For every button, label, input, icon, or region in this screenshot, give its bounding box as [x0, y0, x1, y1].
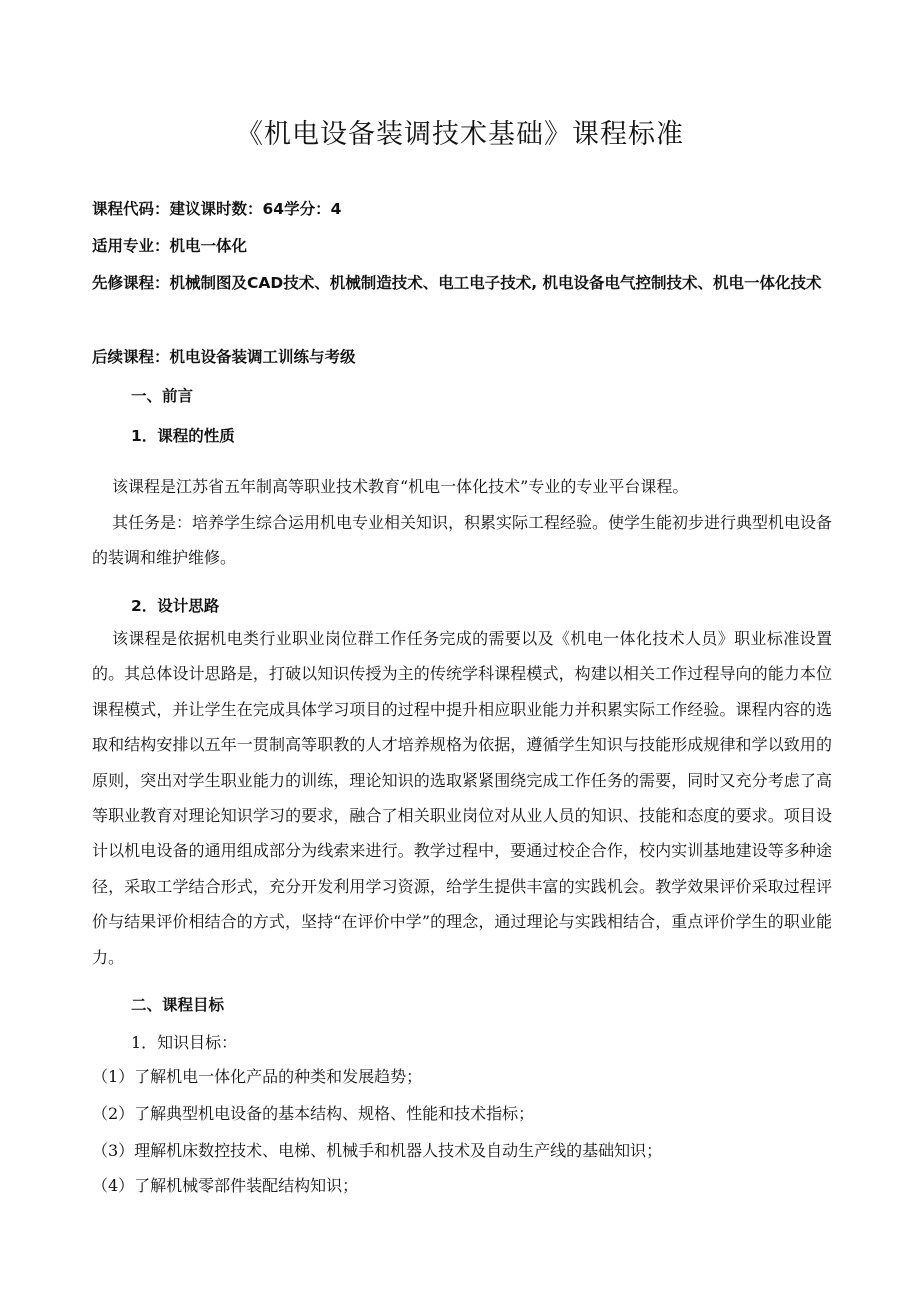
- list-item: （2）了解典型机电设备的基本结构、规格、性能和技术指标；: [92, 1104, 535, 1123]
- document-title: 《机电设备装调技术基础》课程标准: [236, 119, 684, 150]
- applicable-major-line: 适用专业：机电一体化: [92, 237, 248, 255]
- paragraph-course-nature: 该课程是江苏省五年制高等职业技术教育“机电一体化技术”专业的专业平台课程。: [112, 477, 689, 496]
- list-item: （1）了解机电一体化产品的种类和发展趋势；: [92, 1067, 423, 1086]
- section-heading-preface: 一、前言: [131, 387, 194, 405]
- paragraph-design-idea: 该课程是依据机电类行业职业岗位群工作任务完成的需要以及《机电一体化技术人员》职业标准设置的。其总体设计思路是，打破以知识传授为主的传统学科课程模式，构建以相关工作过程导向的能力本位课程模式，并让学生在完成具体学习项目的过程中提升相应职业能力并积累实际工作经验。课程内容的选取和结构安排以五年一贯制高等职教的人才培养规格为依据，遵循学生知识与技能形成规律和学以致用的原则，突出对学生职业能力的训练，理论知识的选取紧紧围绕完成工作任务的需要，同时又充分考虑了高等职业教育对理论知识学习的要求，融合了相关职业岗位对从业人员的知识、技能和态度的要求。项目设计以机电设备的通用组成部分为线索来进行。教学过程中，要通过校企合作，校内实训基地建设等多种途径，采取工学结合形式，充分开发利用学习资源，给学生提供丰富的实践机会。教学效果评价采取过程评价与结果评价相结合的方式，坚持“在评价中学”的理念，通过理论与实践相结合，重点评价学生的职业能力。: [92, 629, 832, 967]
- list-item: （4）了解机械零部件装配结构知识；: [92, 1176, 359, 1195]
- subsection-heading-nature: 1．课程的性质: [131, 427, 235, 445]
- course-code-line: 课程代码：建议课时数：64学分：4: [92, 200, 342, 218]
- paragraph-course-task: 其任务是：培养学生综合运用机电专业相关知识，积累实际工程经验。使学生能初步进行典型机电设备的装调和维护维修。: [92, 513, 833, 568]
- follow-up-courses-line: 后续课程：机电设备装调工训练与考级: [92, 348, 356, 366]
- subsection-heading-design: 2．设计思路: [131, 597, 220, 615]
- section-heading-objectives: 二、课程目标: [131, 996, 225, 1014]
- subsection-heading-knowledge: 1．知识目标：: [131, 1033, 238, 1052]
- prerequisite-courses-line: 先修课程：机械制图及CAD技术、机械制造技术、电工电子技术, 机电设备电气控制技术、机电一体化技术: [92, 274, 822, 292]
- list-item: （3）理解机床数控技术、电梯、机械手和机器人技术及自动生产线的基础知识；: [92, 1141, 663, 1160]
